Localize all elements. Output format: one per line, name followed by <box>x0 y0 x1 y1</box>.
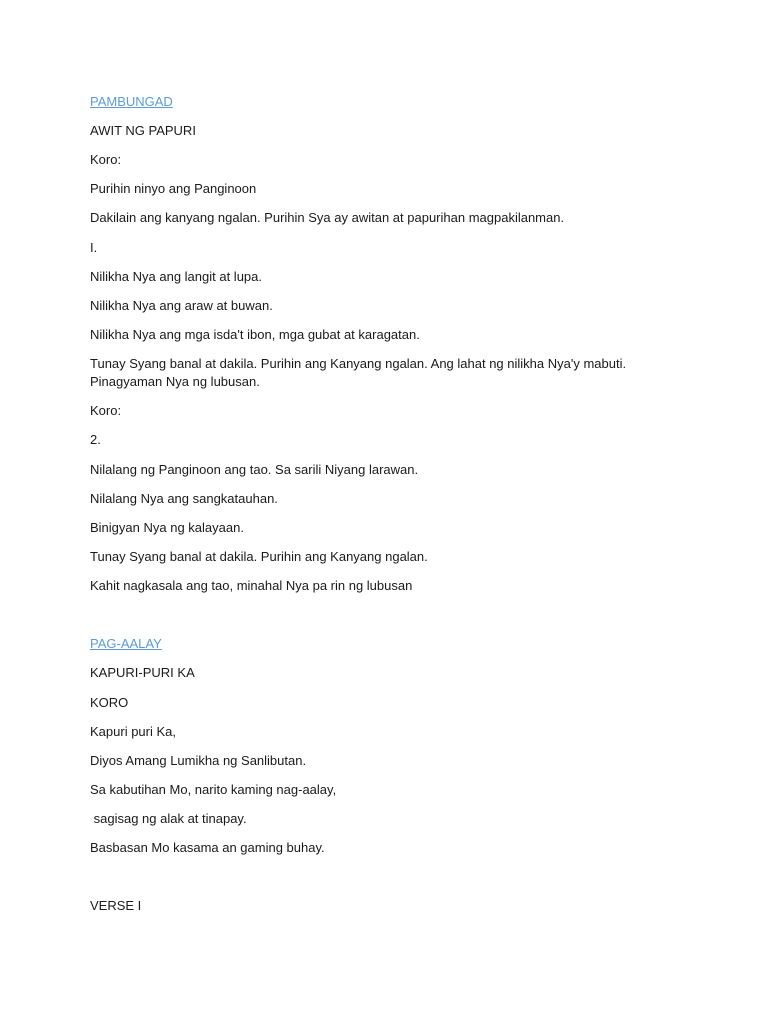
lyric-line: Nilalang ng Panginoon ang tao. Sa sarili Niyang larawan. <box>90 462 419 477</box>
section-heading-pag-aalay: PAG-AALAY <box>90 636 162 651</box>
koro-label: Koro: <box>90 403 122 418</box>
lyric-line: Nilalang Nya ang sangkatauhan. <box>90 491 278 506</box>
song-title: AWIT NG PAPURI <box>90 123 196 138</box>
lyric-line: Kapuri puri Ka, <box>90 724 176 739</box>
verse-label: VERSE I <box>90 898 142 913</box>
lyric-line: Dakilain ang kanyang ngalan. Purihin Sya ay awitan at papurihan magpakilanman. <box>90 210 565 225</box>
lyric-line: Tunay Syang banal at dakila. Purihin ang Kanyang ngalan. <box>90 549 428 564</box>
lyric-line: Nilikha Nya ang araw at buwan. <box>90 298 273 313</box>
verse-label: I. <box>90 240 98 255</box>
section-heading-pambungad: PAMBUNGAD <box>90 94 173 109</box>
lyric-line: Kahit nagkasala ang tao, minahal Nya pa rin ng lubusan <box>90 578 413 593</box>
song-title: KAPURI-PURI KA <box>90 665 195 680</box>
lyric-line: Binigyan Nya ng kalayaan. <box>90 520 244 535</box>
koro-label: KORO <box>90 695 129 710</box>
lyric-line: Nilikha Nya ang mga isda't ibon, mga gubat at karagatan. <box>90 327 420 342</box>
lyric-line: Nilikha Nya ang langit at lupa. <box>90 269 262 284</box>
lyric-line: Tunay Syang banal at dakila. Purihin ang Kanyang ngalan. Ang lahat ng nilikha Nya'y mabuti. Pinagyaman Nya ng lubusan. <box>90 356 627 389</box>
lyric-line: Basbasan Mo kasama an gaming buhay. <box>90 840 325 855</box>
koro-label: Koro: <box>90 152 122 167</box>
lyric-line: sagisag ng alak at tinapay. <box>90 811 247 826</box>
verse-label: 2. <box>90 432 101 447</box>
lyric-line: Sa kabutihan Mo, narito kaming nag-aalay, <box>90 782 337 797</box>
lyric-line: Purihin ninyo ang Panginoon <box>90 181 257 196</box>
lyric-line: Diyos Amang Lumikha ng Sanlibutan. <box>90 753 307 768</box>
